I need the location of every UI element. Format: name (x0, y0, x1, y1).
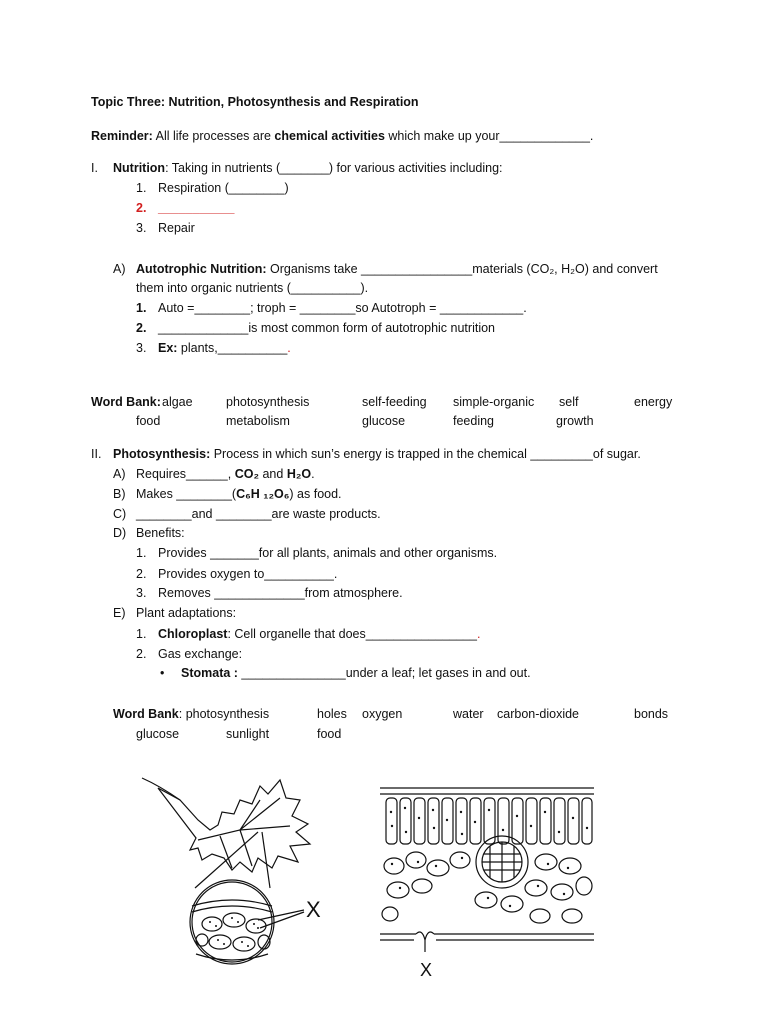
word-bank-word: simple-organic (453, 395, 535, 409)
photo-c-letter: C) (113, 507, 127, 521)
auto-item-num: 3. (136, 341, 147, 355)
word-bank-word: bonds (634, 707, 669, 721)
section-1-heading: Nutrition (113, 161, 166, 175)
leaf-cross-section-drawing (376, 782, 598, 952)
reminder-bold: chemical activities (274, 129, 385, 143)
section-2-heading: Photosynthesis: (113, 447, 211, 461)
word-bank-2-line (113, 706, 269, 722)
benefit-text: Provides _______for all plants, animals and other organisms. (158, 546, 498, 560)
reminder-label: Reminder: (91, 129, 153, 143)
page-title: Topic Three: Nutrition, Photosynthesis and Respiration (91, 95, 419, 109)
word-bank-word: glucose (362, 414, 406, 428)
word-bank-word: feeding (453, 414, 495, 428)
section-1-text: : Taking in nutrients (_______) for various activities including: (165, 161, 503, 175)
word-bank-1-label: Word Bank: (91, 395, 161, 409)
adapt-num: 1. (136, 627, 147, 641)
auto-item-3-line (158, 340, 291, 356)
auto-heading: Autotrophic Nutrition: (136, 262, 267, 276)
section-2-line (113, 446, 641, 462)
photo-a-line (136, 466, 315, 482)
auto-item-text: _____________is most common form of autotrophic nutrition (158, 321, 495, 335)
nutrition-item-num: 3. (136, 221, 147, 235)
photo-a-h2o: H₂O (286, 467, 312, 481)
word-bank-word: metabolism (226, 414, 290, 428)
section-1-line (113, 160, 503, 176)
word-bank-word: energy (634, 395, 673, 409)
word-bank-word: glucose (136, 727, 180, 741)
benefit-num: 2. (136, 567, 147, 581)
word-bank-word: growth (556, 414, 594, 428)
reminder-text-1: All life processes are (152, 129, 275, 143)
section-1-numeral: I. (91, 161, 98, 175)
photo-b-letter: B) (113, 487, 126, 501)
auto-text-2: them into organic nutrients (__________). (136, 281, 369, 295)
adapt-1-tail: . (476, 627, 481, 641)
photo-d-text: Benefits: (136, 526, 185, 540)
reminder-text-2: which make up your_____________. (384, 129, 594, 143)
auto-letter: A) (113, 262, 126, 276)
photo-a-co2: CO₂ (234, 467, 259, 481)
word-bank-word: carbon-dioxide (497, 707, 579, 721)
stomata-term: Stomata : (181, 666, 238, 680)
word-bank-word: food (317, 727, 342, 741)
leaf-drawing (140, 770, 340, 980)
benefit-num: 1. (136, 546, 147, 560)
auto-item-bold: Ex: (158, 341, 178, 355)
benefit-text: Removes _____________from atmosphere. (158, 586, 403, 600)
section-2-numeral: II. (91, 447, 102, 461)
photo-b-text: Makes ________( (136, 487, 237, 501)
adapt-num: 2. (136, 647, 147, 661)
photo-a-text: Requires______, (136, 467, 235, 481)
stomata-text: _______________under a leaf; let gases in and out. (237, 666, 531, 680)
nutrition-item-num: 1. (136, 181, 147, 195)
auto-line-1 (136, 261, 658, 277)
section-2-text: Process in which sun’s energy is trapped in the chemical _________of sugar. (210, 447, 641, 461)
auto-item-num: 1. (136, 301, 147, 315)
word-bank-word: self-feeding (362, 395, 427, 409)
photo-b-end: ) as food. (289, 487, 342, 501)
adapt-1-line (158, 626, 480, 642)
word-bank-word: oxygen (362, 707, 403, 721)
auto-item-text: plants,__________ (177, 341, 288, 355)
word-bank-2-first: : photosynthesis (178, 707, 270, 721)
stomata-line (181, 665, 531, 681)
nutrition-item-text: ___________ (158, 201, 235, 215)
auto-item-num: 2. (136, 321, 147, 335)
auto-text-1: Organisms take ________________materials (CO₂, H₂O) and convert (266, 262, 658, 276)
photo-a-and: and (259, 467, 287, 481)
nutrition-item-text: Respiration (________) (158, 181, 289, 195)
adapt-1-text: : Cell organelle that does________________ (227, 627, 477, 641)
word-bank-word: water (453, 707, 484, 721)
nutrition-item-text: Repair (158, 221, 195, 235)
nutrition-item-num: 2. (136, 201, 147, 215)
chloroplast-term: Chloroplast (158, 627, 228, 641)
photo-a-dot: . (311, 467, 315, 481)
word-bank-word: algae (162, 395, 193, 409)
word-bank-word: self (559, 395, 579, 409)
photo-e-text: Plant adaptations: (136, 606, 237, 620)
photo-c-text: ________and ________are waste products. (136, 507, 381, 521)
figure-label-x-left: X (306, 897, 321, 922)
glucose-formula: C₆H ₁₂O₆ (236, 487, 290, 501)
reminder-line (91, 128, 593, 144)
bullet-icon: • (160, 666, 165, 680)
word-bank-word: holes (317, 707, 347, 721)
photo-a-letter: A) (113, 467, 126, 481)
figure-label-x-right: X (420, 960, 433, 980)
word-bank-word: sunlight (226, 727, 270, 741)
word-bank-word: food (136, 414, 161, 428)
word-bank-word: photosynthesis (226, 395, 310, 409)
photo-e-letter: E) (113, 606, 126, 620)
photo-b-line (136, 486, 342, 502)
benefit-text: Provides oxygen to__________. (158, 567, 338, 581)
adapt-2-text: Gas exchange: (158, 647, 243, 661)
word-bank-2-label: Word Bank (113, 707, 179, 721)
auto-item-tail: . (287, 341, 291, 355)
photo-d-letter: D) (113, 526, 127, 540)
auto-item-text: Auto =________; troph = ________so Autotroph = ____________. (158, 301, 527, 315)
benefit-num: 3. (136, 586, 147, 600)
